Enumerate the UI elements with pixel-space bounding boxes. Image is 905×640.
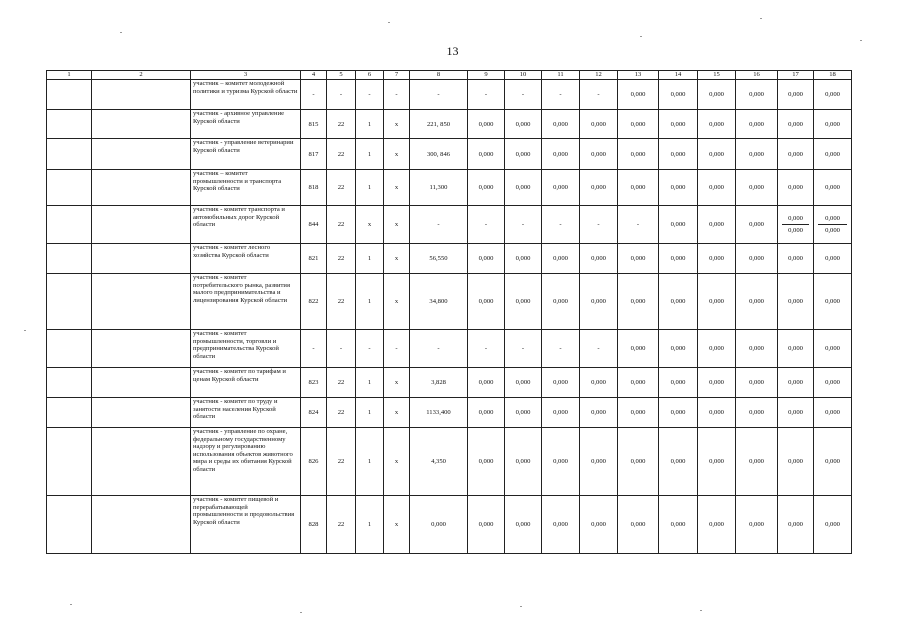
value-cell: 0,000 xyxy=(698,244,736,274)
value-cell: 0,000 xyxy=(814,139,852,170)
value-cell: 0,000 xyxy=(659,80,698,110)
value-cell: - xyxy=(327,80,356,110)
value-cell: 0,000 xyxy=(659,496,698,554)
value-cell: 22 xyxy=(327,368,356,398)
participant-name: участник - комитет потребительского рынка, развития малого предпринимательства и лицензирования Курской области xyxy=(191,274,301,330)
value-cell: 0,000 xyxy=(698,170,736,206)
value-cell: 0,000 xyxy=(814,428,852,496)
column-header: 4 xyxy=(301,71,327,80)
value-cell: 0,000 xyxy=(468,110,505,139)
value-cell: 0,000 xyxy=(618,496,659,554)
value-cell: 22 xyxy=(327,170,356,206)
value-cell: 0,000 xyxy=(736,244,778,274)
value-cell: 0,000 xyxy=(778,244,814,274)
value-cell: 0,000 xyxy=(505,496,542,554)
value-cell xyxy=(778,206,814,244)
value-cell: 0,000 xyxy=(736,398,778,428)
value-cell: 818 xyxy=(301,170,327,206)
value-cell: - xyxy=(580,80,618,110)
scan-speck xyxy=(70,604,72,605)
value-cell: 0,000 xyxy=(659,170,698,206)
value-cell: 22 xyxy=(327,110,356,139)
value-cell: - xyxy=(384,80,410,110)
table-row xyxy=(47,330,852,368)
column-header: 13 xyxy=(618,71,659,80)
value-cell: - xyxy=(505,330,542,368)
value-cell: 844 xyxy=(301,206,327,244)
value-cell: x xyxy=(384,139,410,170)
value-cell: 815 xyxy=(301,110,327,139)
value-cell: 0,000 xyxy=(505,398,542,428)
table-row xyxy=(47,206,852,244)
empty-cell xyxy=(47,368,92,398)
value-cell: 0,000 xyxy=(778,330,814,368)
value-cell: - xyxy=(327,330,356,368)
value-cell: 0,000 xyxy=(814,274,852,330)
participant-name: участник – комитет промышленности и транспорта Курской области xyxy=(191,170,301,206)
value-cell: - xyxy=(580,206,618,244)
column-header: 17 xyxy=(778,71,814,80)
value-cell: 821 xyxy=(301,244,327,274)
value-cell: 0,000 xyxy=(698,398,736,428)
empty-cell xyxy=(92,244,191,274)
value-cell: 824 xyxy=(301,398,327,428)
value-upper: 0,000 xyxy=(818,215,847,225)
empty-cell xyxy=(47,428,92,496)
value-cell: x xyxy=(384,206,410,244)
value-cell: 1 xyxy=(356,496,384,554)
value-cell: 0,000 xyxy=(814,368,852,398)
value-cell: 0,000 xyxy=(618,110,659,139)
scan-speck xyxy=(760,18,762,19)
value-cell: 0,000 xyxy=(468,244,505,274)
value-cell: 0,000 xyxy=(814,244,852,274)
value-cell: 0,000 xyxy=(505,170,542,206)
scan-speck xyxy=(640,36,642,37)
empty-cell xyxy=(92,330,191,368)
value-cell: 1 xyxy=(356,170,384,206)
scan-speck xyxy=(860,40,862,41)
value-cell: x xyxy=(384,368,410,398)
participant-name: участник - комитет промышленности, торговли и предпринимательства Курской области xyxy=(191,330,301,368)
value-upper: 0,000 xyxy=(782,215,809,225)
value-cell: 0,000 xyxy=(505,368,542,398)
value-cell: - xyxy=(505,80,542,110)
value-cell: 0,000 xyxy=(778,496,814,554)
column-header: 7 xyxy=(384,71,410,80)
value-cell: 0,000 xyxy=(542,274,580,330)
value-cell: 0,000 xyxy=(618,428,659,496)
empty-cell xyxy=(47,206,92,244)
value-cell: - xyxy=(410,330,468,368)
column-header: 15 xyxy=(698,71,736,80)
scan-speck xyxy=(520,606,522,607)
value-cell: 0,000 xyxy=(618,368,659,398)
value-cell: 0,000 xyxy=(814,330,852,368)
value-cell: 0,000 xyxy=(698,368,736,398)
value-cell: 0,000 xyxy=(659,244,698,274)
empty-cell xyxy=(47,80,92,110)
empty-cell xyxy=(47,398,92,428)
empty-cell xyxy=(92,139,191,170)
empty-cell xyxy=(47,496,92,554)
value-cell: 1 xyxy=(356,139,384,170)
participant-name: участник – комитет молодежной политики и туризма Курской области xyxy=(191,80,301,110)
value-cell: 0,000 xyxy=(814,398,852,428)
value-cell: 0,000 xyxy=(778,368,814,398)
empty-cell xyxy=(92,110,191,139)
value-cell: 0,000 xyxy=(736,330,778,368)
value-cell: 0,000 xyxy=(814,110,852,139)
value-cell: 221, 850 xyxy=(410,110,468,139)
empty-cell xyxy=(47,170,92,206)
value-cell: x xyxy=(384,428,410,496)
value-cell: 0,000 xyxy=(542,244,580,274)
value-cell: 22 xyxy=(327,139,356,170)
scan-speck xyxy=(24,330,26,331)
column-header: 6 xyxy=(356,71,384,80)
value-cell: - xyxy=(468,206,505,244)
participant-name: участник - комитет транспорта и автомобильных дорог Курской области xyxy=(191,206,301,244)
value-cell: - xyxy=(542,330,580,368)
value-cell: 0,000 xyxy=(736,170,778,206)
budget-table xyxy=(46,70,852,554)
value-cell: 0,000 xyxy=(659,398,698,428)
empty-cell xyxy=(92,398,191,428)
value-cell: 0,000 xyxy=(468,274,505,330)
value-cell: 0,000 xyxy=(468,496,505,554)
empty-cell xyxy=(47,330,92,368)
value-cell: 0,000 xyxy=(618,330,659,368)
value-cell: 0,000 xyxy=(659,368,698,398)
participant-name: участник - комитет лесного хозяйства Курской области xyxy=(191,244,301,274)
value-cell: 0,000 xyxy=(778,428,814,496)
value-cell: 0,000 xyxy=(736,368,778,398)
value-cell: 1 xyxy=(356,244,384,274)
value-cell: 0,000 xyxy=(698,110,736,139)
value-cell: 0,000 xyxy=(698,274,736,330)
value-cell: 0,000 xyxy=(542,428,580,496)
value-cell: 1 xyxy=(356,368,384,398)
column-header: 9 xyxy=(468,71,505,80)
value-cell: 1 xyxy=(356,428,384,496)
value-cell: 0,000 xyxy=(736,139,778,170)
value-cell: 22 xyxy=(327,428,356,496)
value-cell: x xyxy=(384,110,410,139)
value-cell: - xyxy=(301,330,327,368)
value-cell: 1 xyxy=(356,274,384,330)
scan-speck xyxy=(388,22,390,23)
column-header: 2 xyxy=(92,71,191,80)
value-cell: 0,000 xyxy=(814,80,852,110)
value-cell: 0,000 xyxy=(580,274,618,330)
value-cell: 822 xyxy=(301,274,327,330)
value-cell: 0,000 xyxy=(542,496,580,554)
empty-cell xyxy=(92,428,191,496)
value-lower: 0,000 xyxy=(825,226,840,234)
value-cell: 0,000 xyxy=(814,170,852,206)
participant-name: участник - комитет по тарифам и ценам Курской области xyxy=(191,368,301,398)
value-cell: 0,000 xyxy=(542,170,580,206)
value-cell: 22 xyxy=(327,244,356,274)
value-cell: 0,000 xyxy=(542,398,580,428)
empty-cell xyxy=(47,139,92,170)
value-cell: - xyxy=(410,206,468,244)
value-cell: 0,000 xyxy=(580,398,618,428)
value-cell: 0,000 xyxy=(778,80,814,110)
table-row xyxy=(47,274,852,330)
value-cell: 0,000 xyxy=(505,428,542,496)
value-cell: 0,000 xyxy=(659,206,698,244)
page-number: 13 xyxy=(446,44,459,58)
participant-name: участник - управление по охране, федеральному государственному надзору и регулированию использования объектов животного мира и среды их обитания Курской области xyxy=(191,428,301,496)
participant-name: участник - комитет по труду и занятости населения Курской области xyxy=(191,398,301,428)
value-cell: 11,300 xyxy=(410,170,468,206)
column-header: 1 xyxy=(47,71,92,80)
value-cell: 0,000 xyxy=(618,244,659,274)
empty-cell xyxy=(92,170,191,206)
value-cell: 0,000 xyxy=(698,206,736,244)
value-cell: - xyxy=(505,206,542,244)
value-cell: 0,000 xyxy=(505,244,542,274)
scan-speck xyxy=(300,612,302,613)
value-cell: 0,000 xyxy=(580,110,618,139)
value-cell: 0,000 xyxy=(505,110,542,139)
table-row xyxy=(47,139,852,170)
participant-name: участник - управление ветеринарии Курской области xyxy=(191,139,301,170)
column-header: 12 xyxy=(580,71,618,80)
value-cell: 0,000 xyxy=(618,139,659,170)
value-cell xyxy=(814,206,852,244)
value-cell: 0,000 xyxy=(618,80,659,110)
value-cell: 0,000 xyxy=(580,170,618,206)
value-cell: 1 xyxy=(356,110,384,139)
value-cell: x xyxy=(384,274,410,330)
value-cell: 828 xyxy=(301,496,327,554)
value-cell: - xyxy=(356,330,384,368)
column-header: 14 xyxy=(659,71,698,80)
value-cell: x xyxy=(384,496,410,554)
table-row xyxy=(47,428,852,496)
value-cell: 0,000 xyxy=(468,428,505,496)
value-cell: 0,000 xyxy=(505,139,542,170)
value-cell: 0,000 xyxy=(736,80,778,110)
value-cell: - xyxy=(542,206,580,244)
participant-name: участник - архивное управление Курской области xyxy=(191,110,301,139)
value-cell: - xyxy=(468,80,505,110)
value-cell: - xyxy=(301,80,327,110)
value-cell: 0,000 xyxy=(698,80,736,110)
value-cell: 0,000 xyxy=(410,496,468,554)
column-header: 5 xyxy=(327,71,356,80)
scan-speck xyxy=(700,610,702,611)
empty-cell xyxy=(92,206,191,244)
table-row xyxy=(47,244,852,274)
empty-cell xyxy=(47,274,92,330)
value-cell: 0,000 xyxy=(778,110,814,139)
column-header: 8 xyxy=(410,71,468,80)
value-cell: 0,000 xyxy=(468,139,505,170)
value-cell: 0,000 xyxy=(698,330,736,368)
value-cell: 0,000 xyxy=(542,110,580,139)
value-cell: 0,000 xyxy=(736,496,778,554)
value-cell: 34,800 xyxy=(410,274,468,330)
value-cell: 0,000 xyxy=(814,496,852,554)
value-cell: 0,000 xyxy=(736,110,778,139)
table-row xyxy=(47,170,852,206)
value-cell: 0,000 xyxy=(659,139,698,170)
table-row xyxy=(47,398,852,428)
value-cell: 0,000 xyxy=(659,274,698,330)
value-cell: 3,828 xyxy=(410,368,468,398)
column-header: 16 xyxy=(736,71,778,80)
value-cell: 22 xyxy=(327,398,356,428)
table-row xyxy=(47,496,852,554)
value-cell: 0,000 xyxy=(736,428,778,496)
value-cell: 0,000 xyxy=(580,139,618,170)
value-cell: 56,550 xyxy=(410,244,468,274)
value-cell: 0,000 xyxy=(618,274,659,330)
value-cell: 0,000 xyxy=(736,206,778,244)
table-body xyxy=(47,80,852,554)
value-cell: 0,000 xyxy=(778,139,814,170)
value-cell: x xyxy=(384,398,410,428)
value-cell: 0,000 xyxy=(698,139,736,170)
value-cell: 0,000 xyxy=(736,274,778,330)
value-cell: 0,000 xyxy=(618,398,659,428)
empty-cell xyxy=(92,274,191,330)
value-cell: - xyxy=(384,330,410,368)
value-cell: 0,000 xyxy=(659,330,698,368)
table-header-row xyxy=(47,71,852,80)
table-row xyxy=(47,80,852,110)
column-header: 10 xyxy=(505,71,542,80)
value-cell: - xyxy=(618,206,659,244)
value-cell: - xyxy=(410,80,468,110)
value-cell: 823 xyxy=(301,368,327,398)
scan-speck xyxy=(120,32,122,33)
table-row xyxy=(47,110,852,139)
empty-cell xyxy=(47,244,92,274)
empty-cell xyxy=(92,368,191,398)
value-cell: 0,000 xyxy=(468,170,505,206)
value-lower: 0,000 xyxy=(788,226,803,234)
value-cell: x xyxy=(356,206,384,244)
value-cell: 0,000 xyxy=(698,428,736,496)
column-header: 11 xyxy=(542,71,580,80)
value-cell: 0,000 xyxy=(778,274,814,330)
empty-cell xyxy=(92,496,191,554)
value-cell: - xyxy=(580,330,618,368)
value-cell: x xyxy=(384,244,410,274)
value-cell: 0,000 xyxy=(659,428,698,496)
value-cell: 22 xyxy=(327,496,356,554)
value-cell: 0,000 xyxy=(542,139,580,170)
value-cell: 826 xyxy=(301,428,327,496)
column-header: 3 xyxy=(191,71,301,80)
value-cell: 817 xyxy=(301,139,327,170)
value-cell: 22 xyxy=(327,274,356,330)
value-cell: 0,000 xyxy=(468,398,505,428)
value-cell: 0,000 xyxy=(580,368,618,398)
value-cell: x xyxy=(384,170,410,206)
value-cell: 1 xyxy=(356,398,384,428)
value-cell: 1133,400 xyxy=(410,398,468,428)
value-cell: - xyxy=(356,80,384,110)
value-cell: 0,000 xyxy=(580,428,618,496)
participant-name: участник - комитет пищевой и перерабатывающей промышленности и продовольствия Курской области xyxy=(191,496,301,554)
value-cell: 0,000 xyxy=(542,368,580,398)
empty-cell xyxy=(47,110,92,139)
value-cell: 4,350 xyxy=(410,428,468,496)
value-cell: 0,000 xyxy=(659,110,698,139)
value-cell: 0,000 xyxy=(778,170,814,206)
value-cell: 0,000 xyxy=(618,170,659,206)
value-cell: 0,000 xyxy=(580,496,618,554)
column-header: 18 xyxy=(814,71,852,80)
value-cell: 0,000 xyxy=(505,274,542,330)
value-cell: 0,000 xyxy=(778,398,814,428)
value-cell: - xyxy=(468,330,505,368)
value-cell: 0,000 xyxy=(698,496,736,554)
value-cell: 0,000 xyxy=(580,244,618,274)
value-cell: - xyxy=(542,80,580,110)
empty-cell xyxy=(92,80,191,110)
value-cell: 22 xyxy=(327,206,356,244)
table-row xyxy=(47,368,852,398)
value-cell: 0,000 xyxy=(468,368,505,398)
value-cell: 300, 846 xyxy=(410,139,468,170)
